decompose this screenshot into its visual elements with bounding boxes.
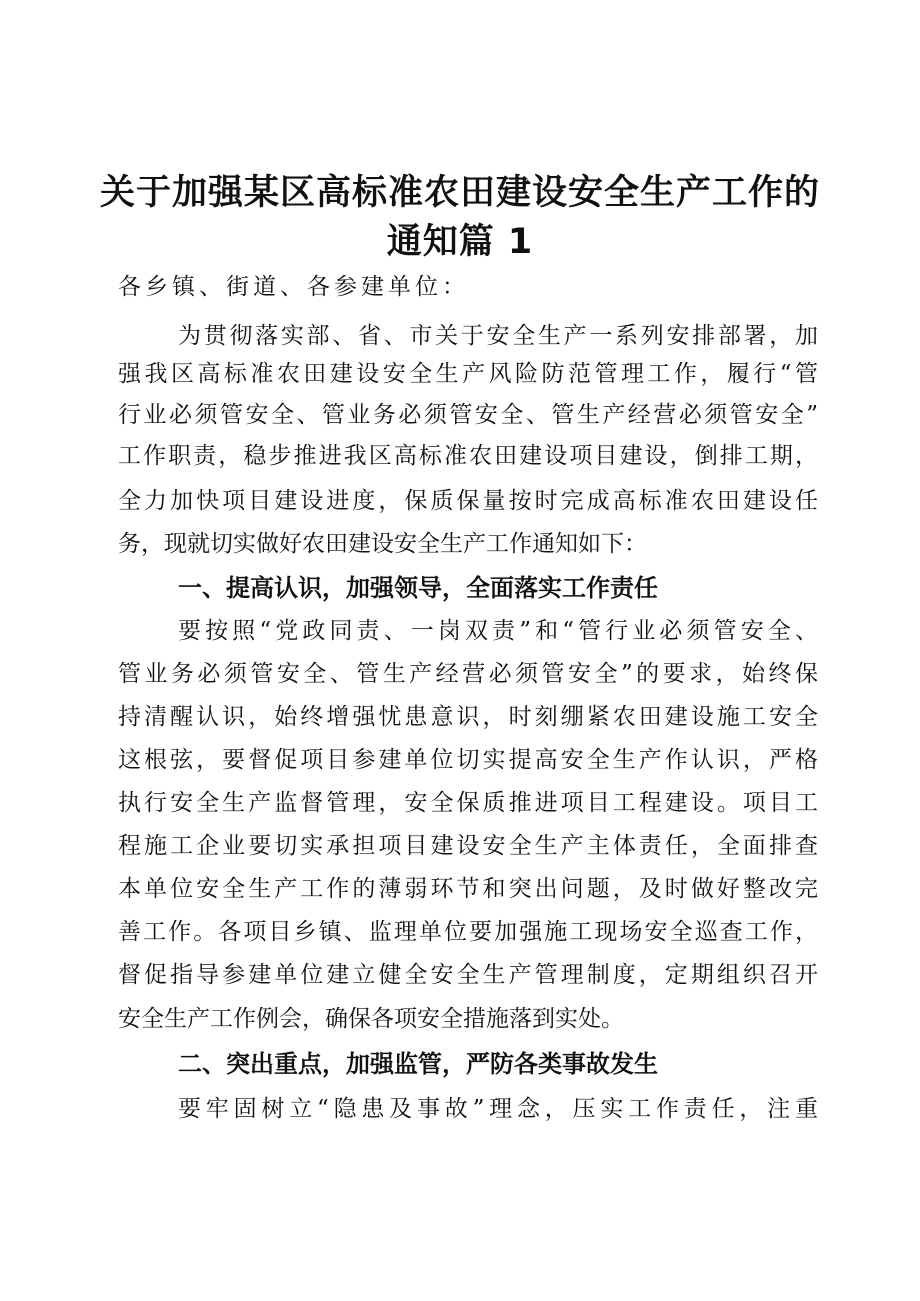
paragraph-line: 务，现就切实做好农田建设安全生产工作通知如下： <box>118 531 647 557</box>
paragraph-line: 管业务必须管安全、管生产经营必须管安全”的要求，始终保 <box>118 661 818 687</box>
paragraph-line: 执行安全生产监督管理，安全保质推进项目工程建设。项目工 <box>118 790 818 816</box>
paragraph-line: 要牢固树立“隐患及事故”理念，压实工作责任，注重 <box>178 1096 818 1122</box>
paragraph-line: 为贯彻落实部、省、市关于安全生产一系列安排部署，加 <box>178 323 818 349</box>
document-title-line2: 通知篇 1 <box>386 222 534 262</box>
paragraph-line: 这根弦，要督促项目参建单位切实提高安全生产作认识，严格 <box>118 747 818 773</box>
document-title-line1: 关于加强某区高标准农田建设安全生产工作的 <box>99 173 820 213</box>
paragraph-line: 工作职责，稳步推进我区高标准农田建设项目建设，倒排工期， <box>118 443 818 469</box>
paragraph-line: 持清醒认识，始终增强忧患意识，时刻绷紧农田建设施工安全 <box>118 704 818 730</box>
paragraph-line: 本单位安全生产工作的薄弱环节和突出问题，及时做好整改完 <box>118 876 818 902</box>
paragraph-line: 安全生产工作例会，确保各项安全措施落到实处。 <box>118 1006 624 1032</box>
section-heading-2: 二、突出重点，加强监管，严防各类事故发生 <box>178 1050 658 1078</box>
paragraph-line: 程施工企业要切实承担项目建设安全生产主体责任，全面排查 <box>118 833 818 859</box>
paragraph-line: 督促指导参建单位建立健全安全生产管理制度，定期组织召开 <box>118 962 818 988</box>
paragraph-line: 全力加快项目建设进度，保质保量按时完成高标准农田建设任 <box>118 488 818 514</box>
salutation: 各乡镇、街道、各参建单位： <box>118 274 469 300</box>
section-heading-1: 一、提高认识，加强领导，全面落实工作责任 <box>178 574 658 602</box>
paragraph-line: 善工作。各项目乡镇、监理单位要加强施工现场安全巡查工作， <box>118 919 818 945</box>
paragraph-line: 强我区高标准农田建设安全生产风险防范管理工作，履行“管 <box>118 361 818 387</box>
paragraph-line: 行业必须管安全、管业务必须管安全、管生产经营必须管安全” <box>118 402 818 428</box>
paragraph-line: 要按照“党政同责、一岗双责”和“管行业必须管安全、 <box>178 618 818 644</box>
